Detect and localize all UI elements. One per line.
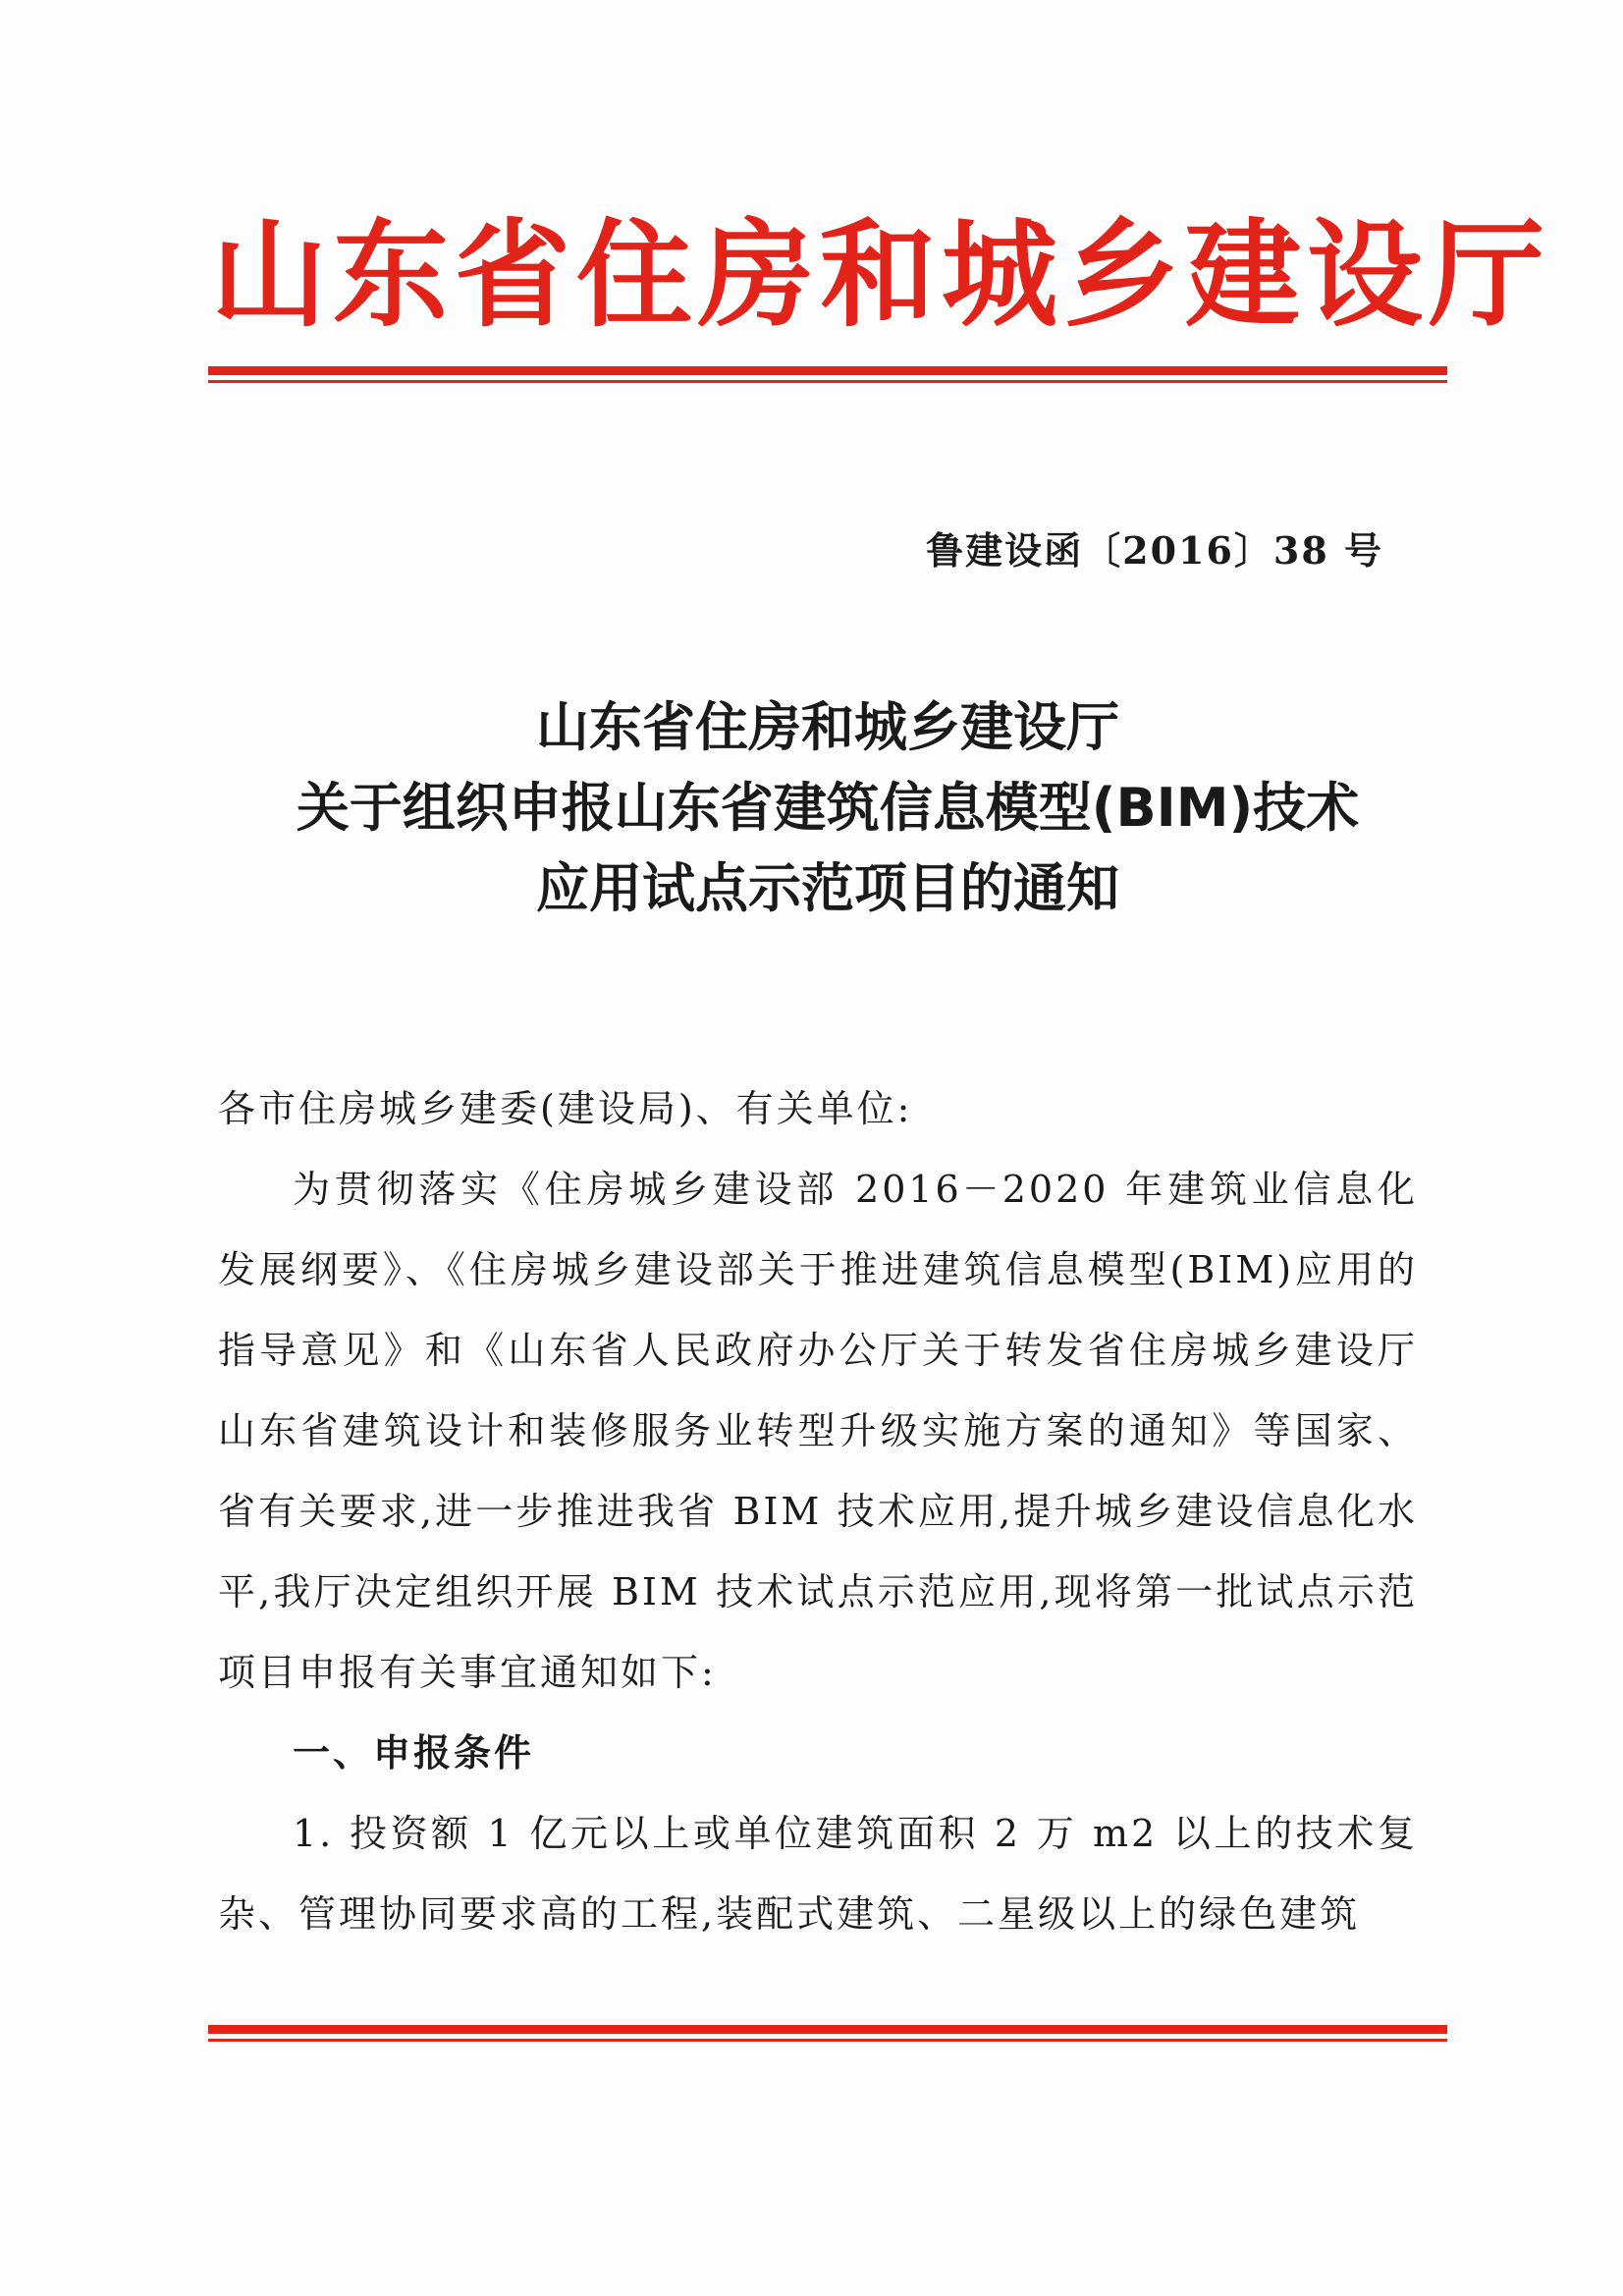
salutation: 各市住房城乡建委(建设局)、有关单位: bbox=[218, 1087, 913, 1130]
title-line-2: 关于组织申报山东省建筑信息模型(BIM)技术 bbox=[296, 777, 1360, 839]
footer-rule-thin bbox=[208, 2039, 1447, 2042]
red-rule-thin bbox=[208, 380, 1447, 383]
title-line-3: 应用试点示范项目的通知 bbox=[536, 857, 1119, 919]
section-heading-requirements: 一、申报条件 bbox=[293, 1731, 535, 1775]
footer-red-rule bbox=[208, 2025, 1447, 2042]
masthead-red-rule bbox=[208, 366, 1447, 383]
requirement-item-1: 1. 投资额 1 亿元以上或单位建筑面积 2 万 m2 以上的技术复杂、管理协同要求高的工程,装配式建筑、二星级以上的绿色建筑 bbox=[218, 1812, 1418, 1936]
document-title bbox=[208, 687, 1447, 929]
title-line-1: 山东省住房和城乡建设厅 bbox=[536, 696, 1119, 758]
document-number: 鲁建设函〔2016〕38 号 bbox=[926, 528, 1383, 573]
footer-rule-thick bbox=[208, 2025, 1447, 2034]
red-rule-thick bbox=[208, 366, 1447, 375]
masthead-organization: 山东省住房和城乡建设厅 bbox=[211, 207, 1551, 343]
document-body bbox=[218, 1068, 1418, 1954]
paragraph-intro: 为贯彻落实《住房城乡建设部 2016－2020 年建筑业信息化发展纲要》、《住房城乡建设部关于推进建筑信息模型(BIM)应用的指导意见》和《山东省人民政府办公厅关于转发省住房城乡建设厅山东省建筑设计和装修服务业转型升级实施方案的通知》等国家、省有关要求,进一步推进我省 BIM 技术应用,提升城乡建设信息化水平,我厅决定组织开展 BIM 技术试点示范应用,现将第一批试点示范项目申报有关事宜通知如下: bbox=[218, 1168, 1418, 1694]
